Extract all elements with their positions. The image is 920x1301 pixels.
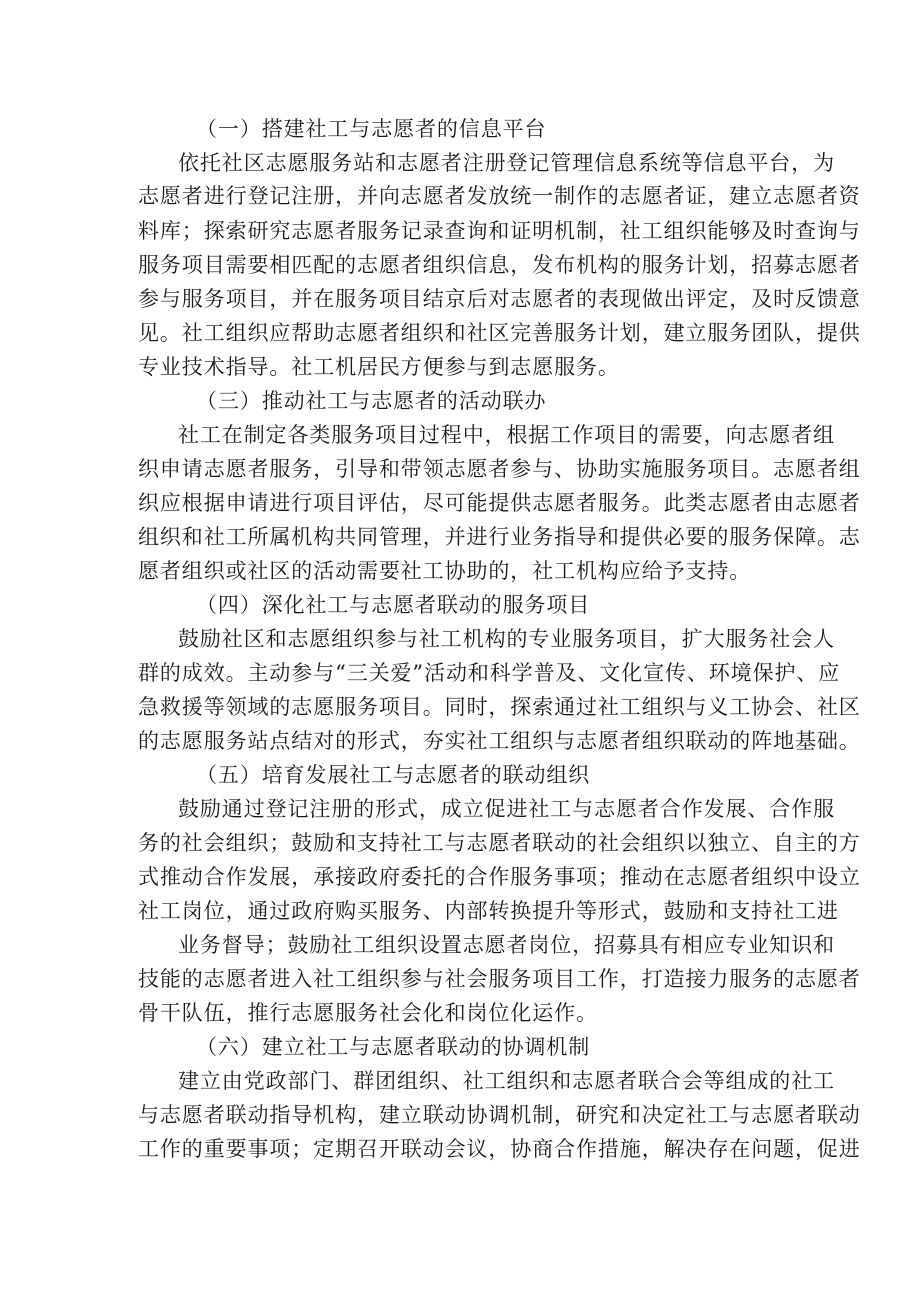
paragraph-line: 织应根据申请进行项目评估，尽可能提供志愿者服务。此类志愿者由志愿者: [138, 491, 861, 515]
paragraph-line: 鼓励通过登记注册的形式，成立促进社工与志愿者合作发展、合作服: [178, 797, 835, 821]
paragraph-line: 骨干队伍，推行志愿服务社会化和岗位化运作。: [138, 1001, 598, 1025]
paragraph-line: 依托社区志愿服务站和志愿者注册登记管理信息系统等信息平台，为: [178, 151, 835, 175]
section-heading-3: （三）推动社工与志愿者的活动联办: [196, 389, 547, 413]
paragraph-line: 的志愿服务站点结对的形式，夯实社工组织与志愿者组织联动的阵地基础。: [138, 729, 861, 753]
paragraph-line: 组织和社工所属机构共同管理，并进行业务指导和提供必要的服务保障。志: [138, 525, 861, 549]
paragraph-line: 愿者组织或社区的活动需要社工协助的，社工机构应给予支持。: [138, 559, 752, 583]
paragraph-line: 织申请志愿者服务，引导和带领志愿者参与、协助实施服务项目。志愿者组: [138, 457, 861, 481]
paragraph-line: 志愿者进行登记注册，并向志愿者发放统一制作的志愿者证，建立志愿者资: [138, 184, 861, 208]
section-heading-1: （一）搭建社工与志愿者的信息平台: [196, 117, 547, 141]
paragraph-line: 见。社工组织应帮助志愿者组织和社区完善服务计划，建立服务团队，提供: [138, 321, 861, 345]
paragraph-line: 建立由党政部门、群团组织、社工组织和志愿者联合会等组成的社工: [178, 1069, 835, 1093]
paragraph-line: 专业技术指导。社工机居民方便参与到志愿服务。: [138, 355, 620, 379]
section-heading-4: （四）深化社工与志愿者联动的服务项目: [196, 593, 591, 617]
paragraph-line: 务的社会组织；鼓励和支持社工与志愿者联动的社会组织以独立、自主的方: [138, 831, 861, 855]
paragraph-line: 急救援等领域的志愿服务项目。同时，探索通过社工组织与义工协会、社区: [138, 695, 861, 719]
paragraph-line: 社工在制定各类服务项目过程中，根据工作项目的需要，向志愿者组: [178, 423, 835, 447]
paragraph-line: 式推动合作发展，承接政府委托的合作服务事项；推动在志愿者组织中设立: [138, 865, 861, 889]
section-heading-5: （五）培育发展社工与志愿者的联动组织: [196, 763, 591, 787]
paragraph-line: 鼓励社区和志愿组织参与社工机构的专业服务项目，扩大服务社会人: [178, 627, 835, 651]
paragraph-line: 社工岗位，通过政府购买服务、内部转换提升等形式，鼓励和支持社工进: [138, 899, 839, 923]
paragraph-line: 服务项目需要相匹配的志愿者组织信息，发布机构的服务计划，招募志愿者: [138, 253, 861, 277]
paragraph-line: 参与服务项目，并在服务项目结京后对志愿者的表现做出评定，及时反馈意: [138, 287, 861, 311]
paragraph-line: 群的成效。主动参与“三关爱”活动和科学普及、文化宣传、环境保护、应: [138, 661, 841, 685]
paragraph-line: 业务督导；鼓励社工组织设置志愿者岗位，招募具有相应专业知识和: [178, 933, 835, 957]
paragraph-line: 料库；探索研究志愿者服务记录查询和证明机制，社工组织能够及时查询与: [138, 219, 861, 243]
section-heading-6: （六）建立社工与志愿者联动的协调机制: [196, 1035, 591, 1059]
paragraph-line: 技能的志愿者进入社工组织参与社会服务项目工作，打造接力服务的志愿者: [138, 967, 861, 991]
paragraph-line: 工作的重要事项；定期召开联动会议，协商合作措施，解决存在问题，促进: [138, 1137, 861, 1161]
paragraph-line: 与志愿者联动指导机构，建立联动协调机制，研究和决定社工与志愿者联动: [138, 1103, 861, 1127]
